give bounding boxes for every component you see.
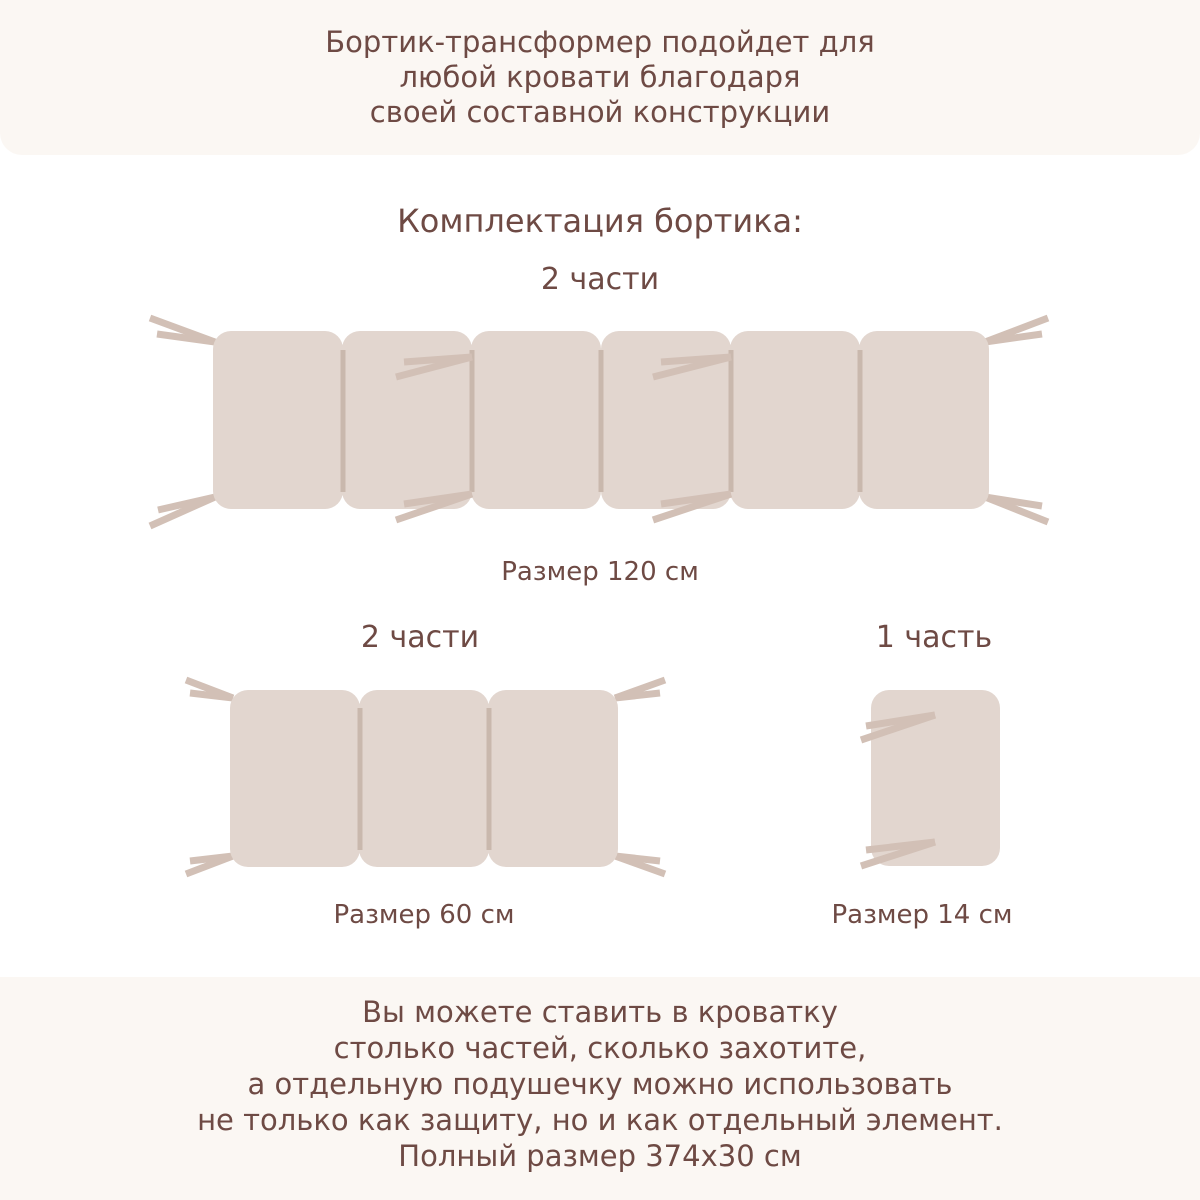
intro-line: любой кровати благодаря	[399, 60, 801, 94]
medium-size-label: Размер 60 см	[333, 900, 515, 930]
outro-banner	[0, 977, 1200, 1200]
pillow	[488, 690, 618, 867]
large-bumper	[150, 318, 1048, 526]
pillow	[471, 331, 601, 509]
pillow	[230, 690, 360, 867]
intro-line: своей составной конструкции	[369, 95, 831, 129]
medium-bumper	[186, 680, 665, 874]
pillow	[730, 331, 860, 509]
outro-line: а отдельную подушечку можно использовать	[247, 1066, 953, 1101]
large-size-label: Размер 120 см	[501, 557, 699, 587]
pillow	[213, 331, 343, 509]
small-size-label: Размер 14 см	[831, 900, 1013, 930]
large-parts-label: 2 части	[540, 262, 660, 297]
pillow-row	[230, 690, 618, 867]
small-bumper	[861, 690, 1000, 866]
intro-line: Бортик-трансформер подойдет для	[325, 25, 875, 59]
pillow	[859, 331, 989, 509]
set-heading: Комплектация бортика:	[397, 202, 803, 240]
outro-line: Вы можете ставить в кроватку	[362, 994, 838, 1029]
outro-line: Полный размер 374x30 см	[398, 1138, 802, 1173]
medium-parts-label: 2 части	[360, 620, 480, 655]
pillow	[359, 690, 489, 867]
pillow	[871, 690, 1000, 866]
outro-line: столько частей, сколько захотите,	[333, 1030, 867, 1065]
outro-line: не только как защиту, но и как отдельный элемент.	[197, 1102, 1003, 1137]
small-parts-label: 1 часть	[875, 620, 993, 655]
